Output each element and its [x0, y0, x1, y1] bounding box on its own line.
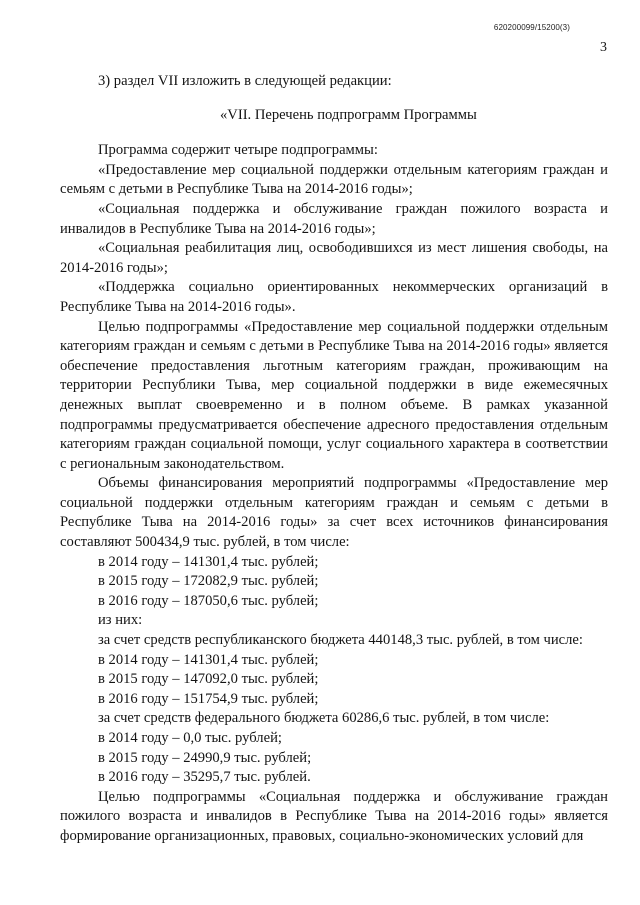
subprogram-item: «Предоставление мер социальной поддержки отдельным категориям граждан и семьям с детьми в Республике Тыва на 2014-2016 годы»; [60, 161, 608, 198]
funding-year-line: в 2016 году – 187050,6 тыс. рублей; [98, 592, 319, 609]
section-title: «VII. Перечень подпрограмм Программы [220, 106, 477, 123]
page-number: 3 [600, 40, 607, 55]
funding-year-line: в 2015 году – 147092,0 тыс. рублей; [98, 671, 319, 688]
republic-budget-line: за счет средств республиканского бюджета 440148,3 тыс. рублей, в том числе: [98, 632, 583, 649]
second-goal-paragraph: Целью подпрограммы «Социальная поддержка и обслуживание граждан пожилого возраста и инвалидов в Республике Тыва на 2014-2016 годы» является формирование организационных, правовых, социально-экономических условий для [60, 788, 608, 844]
subprogram-item: «Поддержка социально ориентированных некоммерческих организаций в Республике Тыва на 2014-2016 годы». [60, 279, 608, 315]
of-them-line: из них: [98, 612, 143, 629]
federal-budget-line: за счет средств федерального бюджета 60286,6 тыс. рублей, в том числе: [98, 710, 550, 727]
goal-paragraph: Целью подпрограммы «Предоставление мер социальной поддержки отдельным категориям граждан и семьям с детьми в Республике Тыва на 2014-2016 годы» является обеспечение предоставления льготным категориям граждан, проживающим на территории Республики Тыва, мер социальной поддержки в виде ежемесячных денежных выплат своевременно и в полном объеме. В рамках указанной подпрограммы предусматривается обеспечение адресного предоставления отдельным категориям граждан социальной помощи, услуг социального характера в соответствии с региональным законодательством. [60, 318, 608, 472]
document-body [60, 72, 608, 847]
subprogram-item: «Социальная поддержка и обслуживание граждан пожилого возраста и инвалидов в Республике Тыва на 2014-2016 годы»; [60, 200, 608, 237]
program-intro: Программа содержит четыре подпрограммы: [98, 142, 378, 159]
subprogram-item: «Социальная реабилитация лиц, освободившихся из мест лишения свободы, на 2014-2016 годы»; [60, 240, 608, 276]
funding-year-line: в 2014 году – 141301,4 тыс. рублей; [98, 553, 319, 570]
document-id: 620200099/15200(3) [493, 23, 570, 32]
funding-year-line: в 2014 году – 141301,4 тыс. рублей; [98, 651, 319, 668]
funding-year-line: в 2016 году – 151754,9 тыс. рублей; [98, 690, 319, 707]
funding-year-line: в 2015 году – 172082,9 тыс. рублей; [98, 573, 319, 590]
funding-year-line: в 2014 году – 0,0 тыс. рублей; [98, 730, 282, 746]
funding-year-line: в 2016 году – 35295,7 тыс. рублей. [98, 769, 311, 786]
amendment-intro: 3) раздел VII изложить в следующей редакции: [98, 73, 392, 89]
funding-year-line: в 2015 году – 24990,9 тыс. рублей; [98, 749, 312, 766]
funding-paragraph: Объемы финансирования мероприятий подпрограммы «Предоставление мер социальной поддержки отдельным категориям граждан и семьям с детьми в Республике Тыва на 2014-2016 годы» за счет всех источников финансирования составляют 500434,9 тыс. рублей, в том числе: [60, 475, 608, 551]
